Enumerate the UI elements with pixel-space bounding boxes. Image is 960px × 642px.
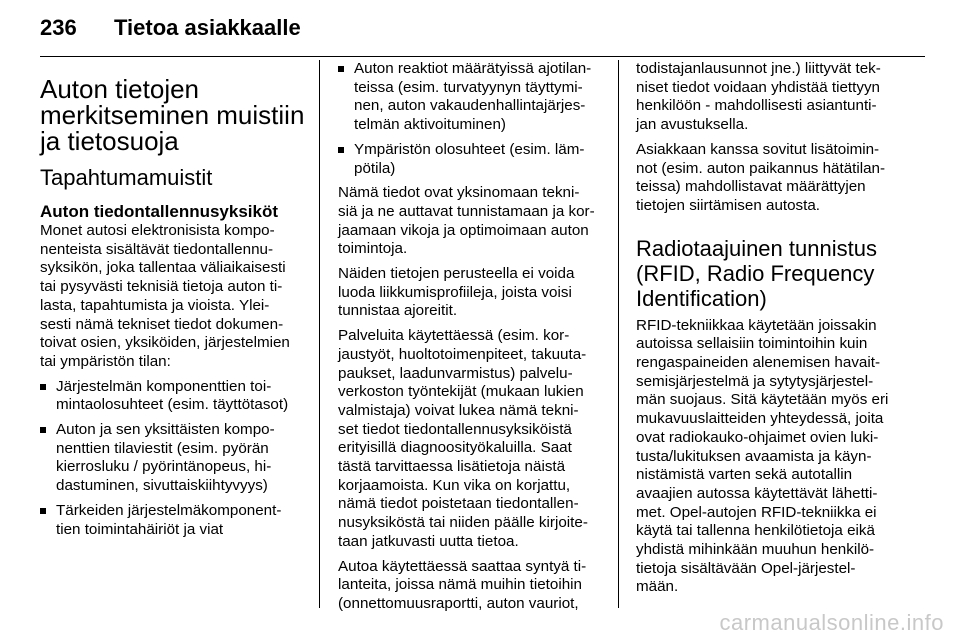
text-line: siä ja ne auttavat tunnistamaan ja kor- [338, 202, 595, 220]
sub-title [40, 202, 305, 222]
chapter-title [40, 76, 305, 154]
text-line: tai ympäristön tilan: [40, 352, 171, 370]
text-line: Autoa käytettäessä saattaa syntyä ti- [338, 557, 587, 575]
paragraph [636, 60, 904, 135]
text-line: nenteista sisältävät tiedontallennu- [40, 240, 274, 258]
rfid-heading [636, 236, 904, 311]
paragraph [338, 558, 603, 614]
heading-line: Radiotaajuinen tunnistus [636, 235, 877, 261]
text-line: lasta, tapahtumista ja vioista. Ylei- [40, 296, 270, 314]
text-line: rengaspaineiden alenemisen havait- [636, 354, 881, 372]
paragraph [338, 327, 603, 551]
text-line: Auton reaktiot määrätyissä ajotilan- [354, 60, 592, 77]
text-line: toivat osien, yksiköiden, järjestelmien [40, 334, 290, 352]
text-line: syksikön, joka tallentaa väliaikaisesti [40, 259, 286, 277]
text-line: jaustyöt, huoltotoimenpiteet, takuuta- [338, 345, 587, 363]
text-line: pötila) [354, 159, 396, 177]
section-title [40, 166, 305, 190]
bullet-marker [40, 427, 46, 433]
page-header [40, 15, 925, 55]
text-line: nistämistä varten sekä autotallin [636, 466, 853, 484]
text-line: semisjärjestelmä ja sytytysjärjestel- [636, 372, 874, 390]
bullet-item [40, 502, 305, 539]
text-line: nenttien tilaviestit (esim. pyörän [56, 439, 269, 457]
text-line: erityisillä diagnoosityökaluilla. Saat [338, 439, 572, 457]
text-line: yhdistä mihinkään muuhun henkilö- [636, 541, 875, 559]
text-line: tietoja sisältävään Opel-järjestel- [636, 559, 856, 577]
text-line: dastuminen, sivuttaiskiihtyvyys) [56, 477, 268, 495]
text-line: verkoston työntekijät (mukaan lukien [338, 383, 584, 401]
sub-title-line: Auton tiedontallennusyksiköt [40, 202, 279, 221]
text-line: todistajanlausunnot jne.) liittyvät tek- [636, 60, 881, 77]
text-line: Tärkeiden järjestelmäkomponent- [56, 501, 282, 519]
text-line: Järjestelmän komponenttien toi- [56, 377, 272, 395]
text-line: män suojaus. Sitä käytetään myös eri [636, 391, 889, 409]
text-line: Nämä tiedot ovat yksinomaan tekni- [338, 184, 580, 202]
intro-paragraph [40, 222, 305, 372]
bullet-marker [338, 147, 344, 153]
text-line: mukavuuslaitteiden yhteydessä, joita [636, 410, 884, 428]
text-line: niset tiedot voidaan yhdistää tiettyyn [636, 78, 880, 96]
text-line: tietojen siirtämisen autosta. [636, 196, 821, 214]
text-line: autoissa sellaisiin toimintoihin kuin [636, 335, 868, 353]
text-line: kierrosluku / pyörintänopeus, hi- [56, 458, 272, 476]
text-line: not (esim. auton paikannus hätätilan- [636, 159, 886, 177]
text-line: teissa (esim. turvatyynyn täyttymi- [354, 78, 583, 96]
text-line: nen, auton vakaudenhallintajärjes- [354, 97, 586, 115]
text-line: Palveluita käytettäessä (esim. kor- [338, 327, 570, 345]
text-line: mään. [636, 578, 679, 596]
text-line: paukset, laadunvarmistus) palvelu- [338, 364, 573, 382]
text-line: ovat radiokauko-ohjaimet ovien luki- [636, 428, 879, 446]
chapter-title-line: ja tietosuoja [40, 126, 179, 156]
section-title-line: Tapahtumamuistit [40, 165, 213, 190]
bullet-marker [40, 508, 46, 514]
text-line: jan avustuksella. [636, 116, 749, 134]
text-line: sesti nämä tekniset tiedot dokumen- [40, 315, 284, 333]
text-line: henkilöön - mahdollisesti asiantunti- [636, 97, 877, 115]
text-line: Monet autosi elektronisista kompo- [40, 222, 275, 239]
text-line: nämä tiedot poistetaan tiedontallen- [338, 495, 579, 513]
page-number: 236 [40, 15, 77, 40]
text-line: (onnettomuusraportti, auton vauriot, [338, 594, 579, 612]
text-line: tai pysyvästi teknisiä tietoja auton ti- [40, 278, 283, 296]
column-1 [40, 60, 305, 539]
text-line: teissa) mahdollistavat määrättyjen [636, 178, 866, 196]
paragraph [636, 141, 904, 216]
text-line: jaamaan vikoja ja optimoimaan auton [338, 221, 589, 239]
rfid-paragraph [636, 317, 904, 598]
paragraph [338, 265, 603, 321]
text-line: met. Opel-autojen RFID-tekniikka ei [636, 503, 877, 521]
column-2 [338, 60, 603, 614]
bullet-item [338, 141, 603, 178]
text-line: avaajien autossa käytettävät lähetti- [636, 484, 878, 502]
heading-line: Identification) [636, 285, 767, 311]
chapter-title-line: Auton tietojen [40, 74, 200, 104]
text-line: nusyksiköstä tai niiden päälle kirjoite- [338, 514, 588, 532]
text-line: RFID-tekniikkaa käytetään joissakin [636, 316, 877, 334]
text-line: käytä tai tallenna henkilötietoja eikä [636, 522, 875, 540]
heading-line: (RFID, Radio Frequency [636, 260, 875, 286]
bullet-item [338, 60, 603, 135]
text-line: toimintoja. [338, 240, 408, 258]
text-line: Asiakkaan kanssa sovitut lisätoimin- [636, 140, 880, 158]
column-3 [636, 60, 904, 597]
text-line: telmän aktivoituminen) [354, 116, 506, 134]
text-line: tusta/lukituksen avaamista ja käyn- [636, 447, 872, 465]
text-line: Auton ja sen yksittäisten kompo- [56, 421, 275, 439]
text-line: luoda liikkumisprofiileja, joista voisi [338, 283, 572, 301]
text-line: tien toimintahäiriöt ja viat [56, 520, 224, 538]
watermark: carmanualsonline.info [719, 610, 944, 635]
text-line: mintaolosuhteet (esim. täyttötasot) [56, 396, 289, 414]
column-divider [319, 60, 320, 608]
text-line: Näiden tietojen perusteella ei voida [338, 265, 575, 283]
column-divider [618, 60, 619, 608]
text-line: tunnistaa ajoreitit. [338, 302, 458, 320]
header-rule [40, 56, 925, 57]
chapter-title-line: merkitseminen muistiin [40, 100, 305, 130]
bullet-item [40, 378, 305, 415]
paragraph [338, 184, 603, 259]
bullet-marker [338, 66, 344, 72]
text-line: taan jatkuvasti uutta tietoa. [338, 532, 519, 550]
text-line: valmistaja) voivat lukea nämä tekni- [338, 401, 579, 419]
running-title: Tietoa asiakkaalle [114, 15, 301, 40]
text-line: set tiedot tiedontallennusyksiköistä [338, 420, 572, 438]
text-line: korjaamoista. Kun vika on korjattu, [338, 476, 571, 494]
bullet-item [40, 421, 305, 496]
text-line: Ympäristön olosuhteet (esim. läm- [354, 140, 585, 158]
text-line: tästä tarvittaessa lisätietoja näistä [338, 458, 566, 476]
bullet-marker [40, 384, 46, 390]
text-line: lanteita, joissa nämä muihin tietoihin [338, 576, 582, 594]
